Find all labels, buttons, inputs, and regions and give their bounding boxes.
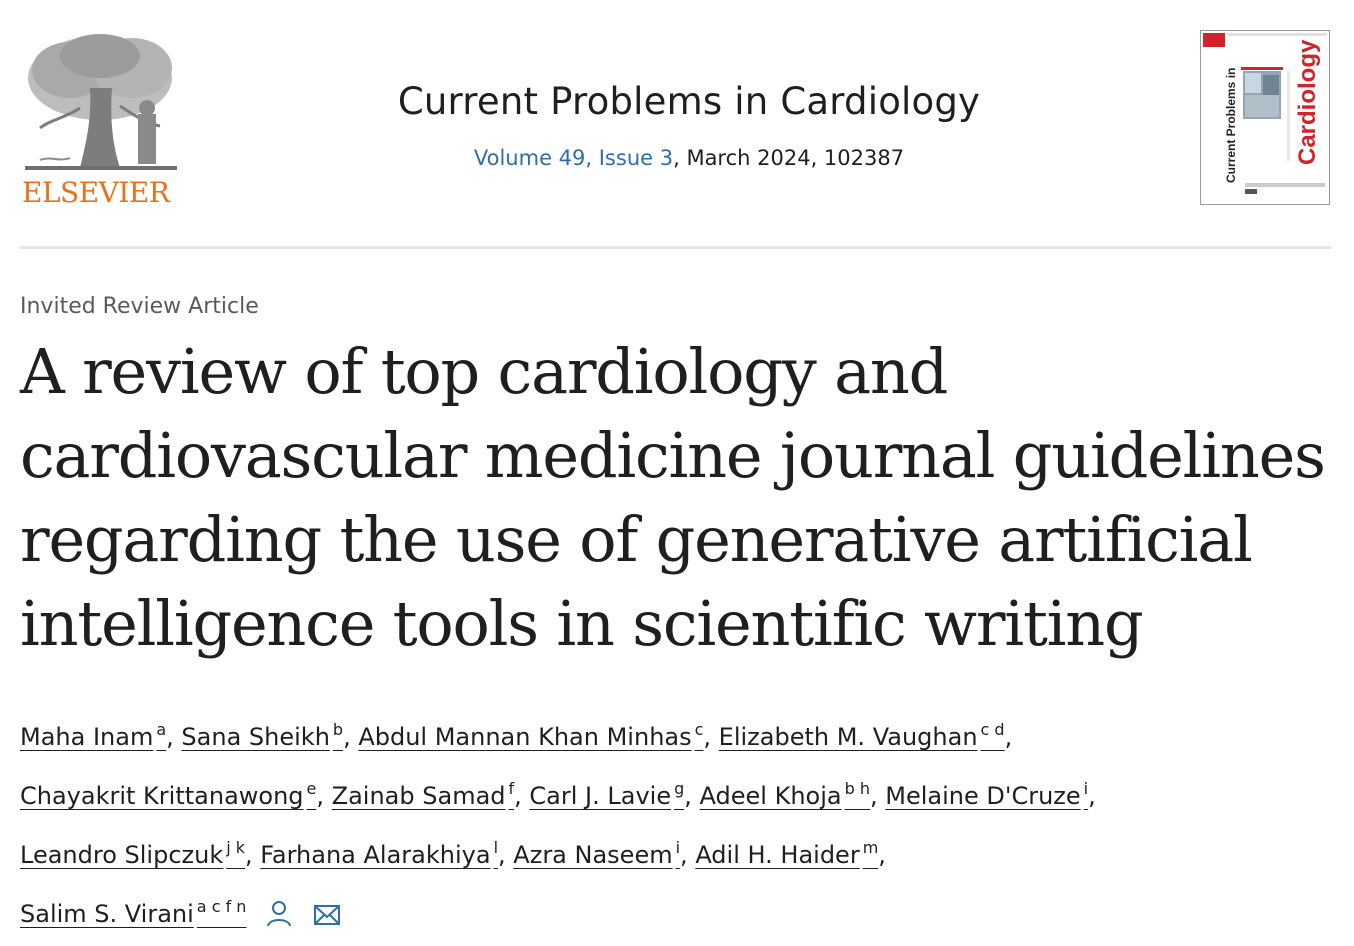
- affiliation-marker: a c f n: [196, 897, 247, 916]
- author-name: Carl J. Lavie: [529, 782, 672, 810]
- author-name: Adil H. Haider: [695, 841, 860, 869]
- author-name: Elizabeth M. Vaughan: [718, 723, 978, 751]
- author-entry: [885, 779, 1096, 810]
- affiliation-marker: g: [674, 779, 685, 798]
- author-separator: ,: [1088, 782, 1096, 810]
- author-name: Chayakrit Krittanawong: [20, 782, 304, 810]
- affiliation-marker: b: [332, 720, 344, 739]
- author-name: Sana Sheikh: [181, 723, 330, 751]
- author-separator: ,: [245, 841, 261, 869]
- article-type-label: Invited Review Article: [20, 294, 259, 319]
- affiliation-marker: l: [493, 838, 499, 857]
- author-entry: [181, 720, 359, 751]
- issue-date: , March 2024, 102387: [673, 146, 905, 170]
- journal-cover-thumbnail[interactable]: [1200, 30, 1330, 205]
- author-entry: [358, 720, 719, 751]
- affiliation-marker: e: [306, 779, 317, 798]
- author-link[interactable]: [20, 720, 167, 751]
- author-entry: [718, 720, 1013, 751]
- author-name: Adeel Khoja: [699, 782, 842, 810]
- author-entry: [699, 779, 886, 810]
- author-link[interactable]: [699, 779, 870, 810]
- author-separator: ,: [343, 723, 359, 751]
- mail-icon[interactable]: [312, 894, 342, 946]
- affiliation-marker: b h: [844, 779, 870, 798]
- author-separator: ,: [680, 841, 696, 869]
- person-icon[interactable]: [264, 894, 294, 946]
- affiliation-marker: f: [508, 779, 515, 798]
- publisher-wordmark: ELSEVIER: [22, 176, 170, 209]
- author-separator: ,: [878, 841, 886, 869]
- affiliation-marker: a: [156, 720, 167, 739]
- author-entry: [260, 838, 514, 869]
- affiliation-marker: m: [862, 838, 879, 857]
- author-separator: ,: [870, 782, 886, 810]
- author-link[interactable]: [718, 720, 1005, 751]
- author-link[interactable]: [331, 779, 515, 810]
- author-link[interactable]: [513, 838, 681, 869]
- author-link[interactable]: [260, 838, 499, 869]
- author-name: Zainab Samad: [331, 782, 506, 810]
- author-link[interactable]: [181, 720, 344, 751]
- author-entry: [20, 720, 182, 751]
- affiliation-marker: c: [694, 720, 704, 739]
- author-name: Maha Inam: [20, 723, 154, 751]
- author-separator: ,: [684, 782, 700, 810]
- journal-header: [0, 0, 1354, 248]
- author-separator: ,: [514, 782, 530, 810]
- cover-title-text: Cardiology: [1294, 39, 1321, 165]
- author-separator: ,: [316, 782, 332, 810]
- author-separator: ,: [1004, 723, 1013, 751]
- header-divider: [20, 246, 1331, 249]
- author-entry: [513, 838, 696, 869]
- author-entry: [529, 779, 700, 810]
- author-link[interactable]: [20, 779, 317, 810]
- author-name: Farhana Alarakhiya: [260, 841, 491, 869]
- author-entry: [20, 779, 332, 810]
- article-title: A review of top cardiology and cardiovascular medicine journal guidelines regarding the use of generative artificial intelligence tools in scientific writing: [20, 335, 1325, 660]
- author-name: Abdul Mannan Khan Minhas: [358, 723, 692, 751]
- author-link[interactable]: [20, 838, 246, 869]
- author-separator: ,: [498, 841, 514, 869]
- affiliation-marker: i: [675, 838, 681, 857]
- author-link[interactable]: [529, 779, 685, 810]
- author-entry: [695, 838, 886, 869]
- author-link[interactable]: [885, 779, 1089, 810]
- author-entry: [331, 779, 530, 810]
- cover-image: [1201, 31, 1329, 204]
- author-name: Leandro Slipczuk: [20, 841, 224, 869]
- affiliation-marker: j k: [226, 838, 246, 857]
- volume-issue-link[interactable]: Volume 49, Issue 3: [473, 146, 674, 170]
- cover-series-text: Current Problems in: [1224, 67, 1238, 183]
- author-name: Azra Naseem: [513, 841, 673, 869]
- author-separator: ,: [703, 723, 719, 751]
- affiliation-marker: c d: [980, 720, 1005, 739]
- journal-title[interactable]: Current Problems in Cardiology: [397, 80, 981, 123]
- affiliation-marker: i: [1083, 779, 1089, 798]
- author-separator: ,: [166, 723, 182, 751]
- author-name: Melaine D'Cruze: [885, 782, 1081, 810]
- author-link[interactable]: [20, 897, 247, 928]
- author-list: [20, 704, 1340, 946]
- author-entry: [20, 838, 261, 869]
- author-entry: [20, 897, 247, 928]
- author-link[interactable]: [358, 720, 704, 751]
- journal-issue-info: [0, 146, 1354, 170]
- author-link[interactable]: [695, 838, 879, 869]
- author-name: Salim S. Virani: [20, 900, 194, 928]
